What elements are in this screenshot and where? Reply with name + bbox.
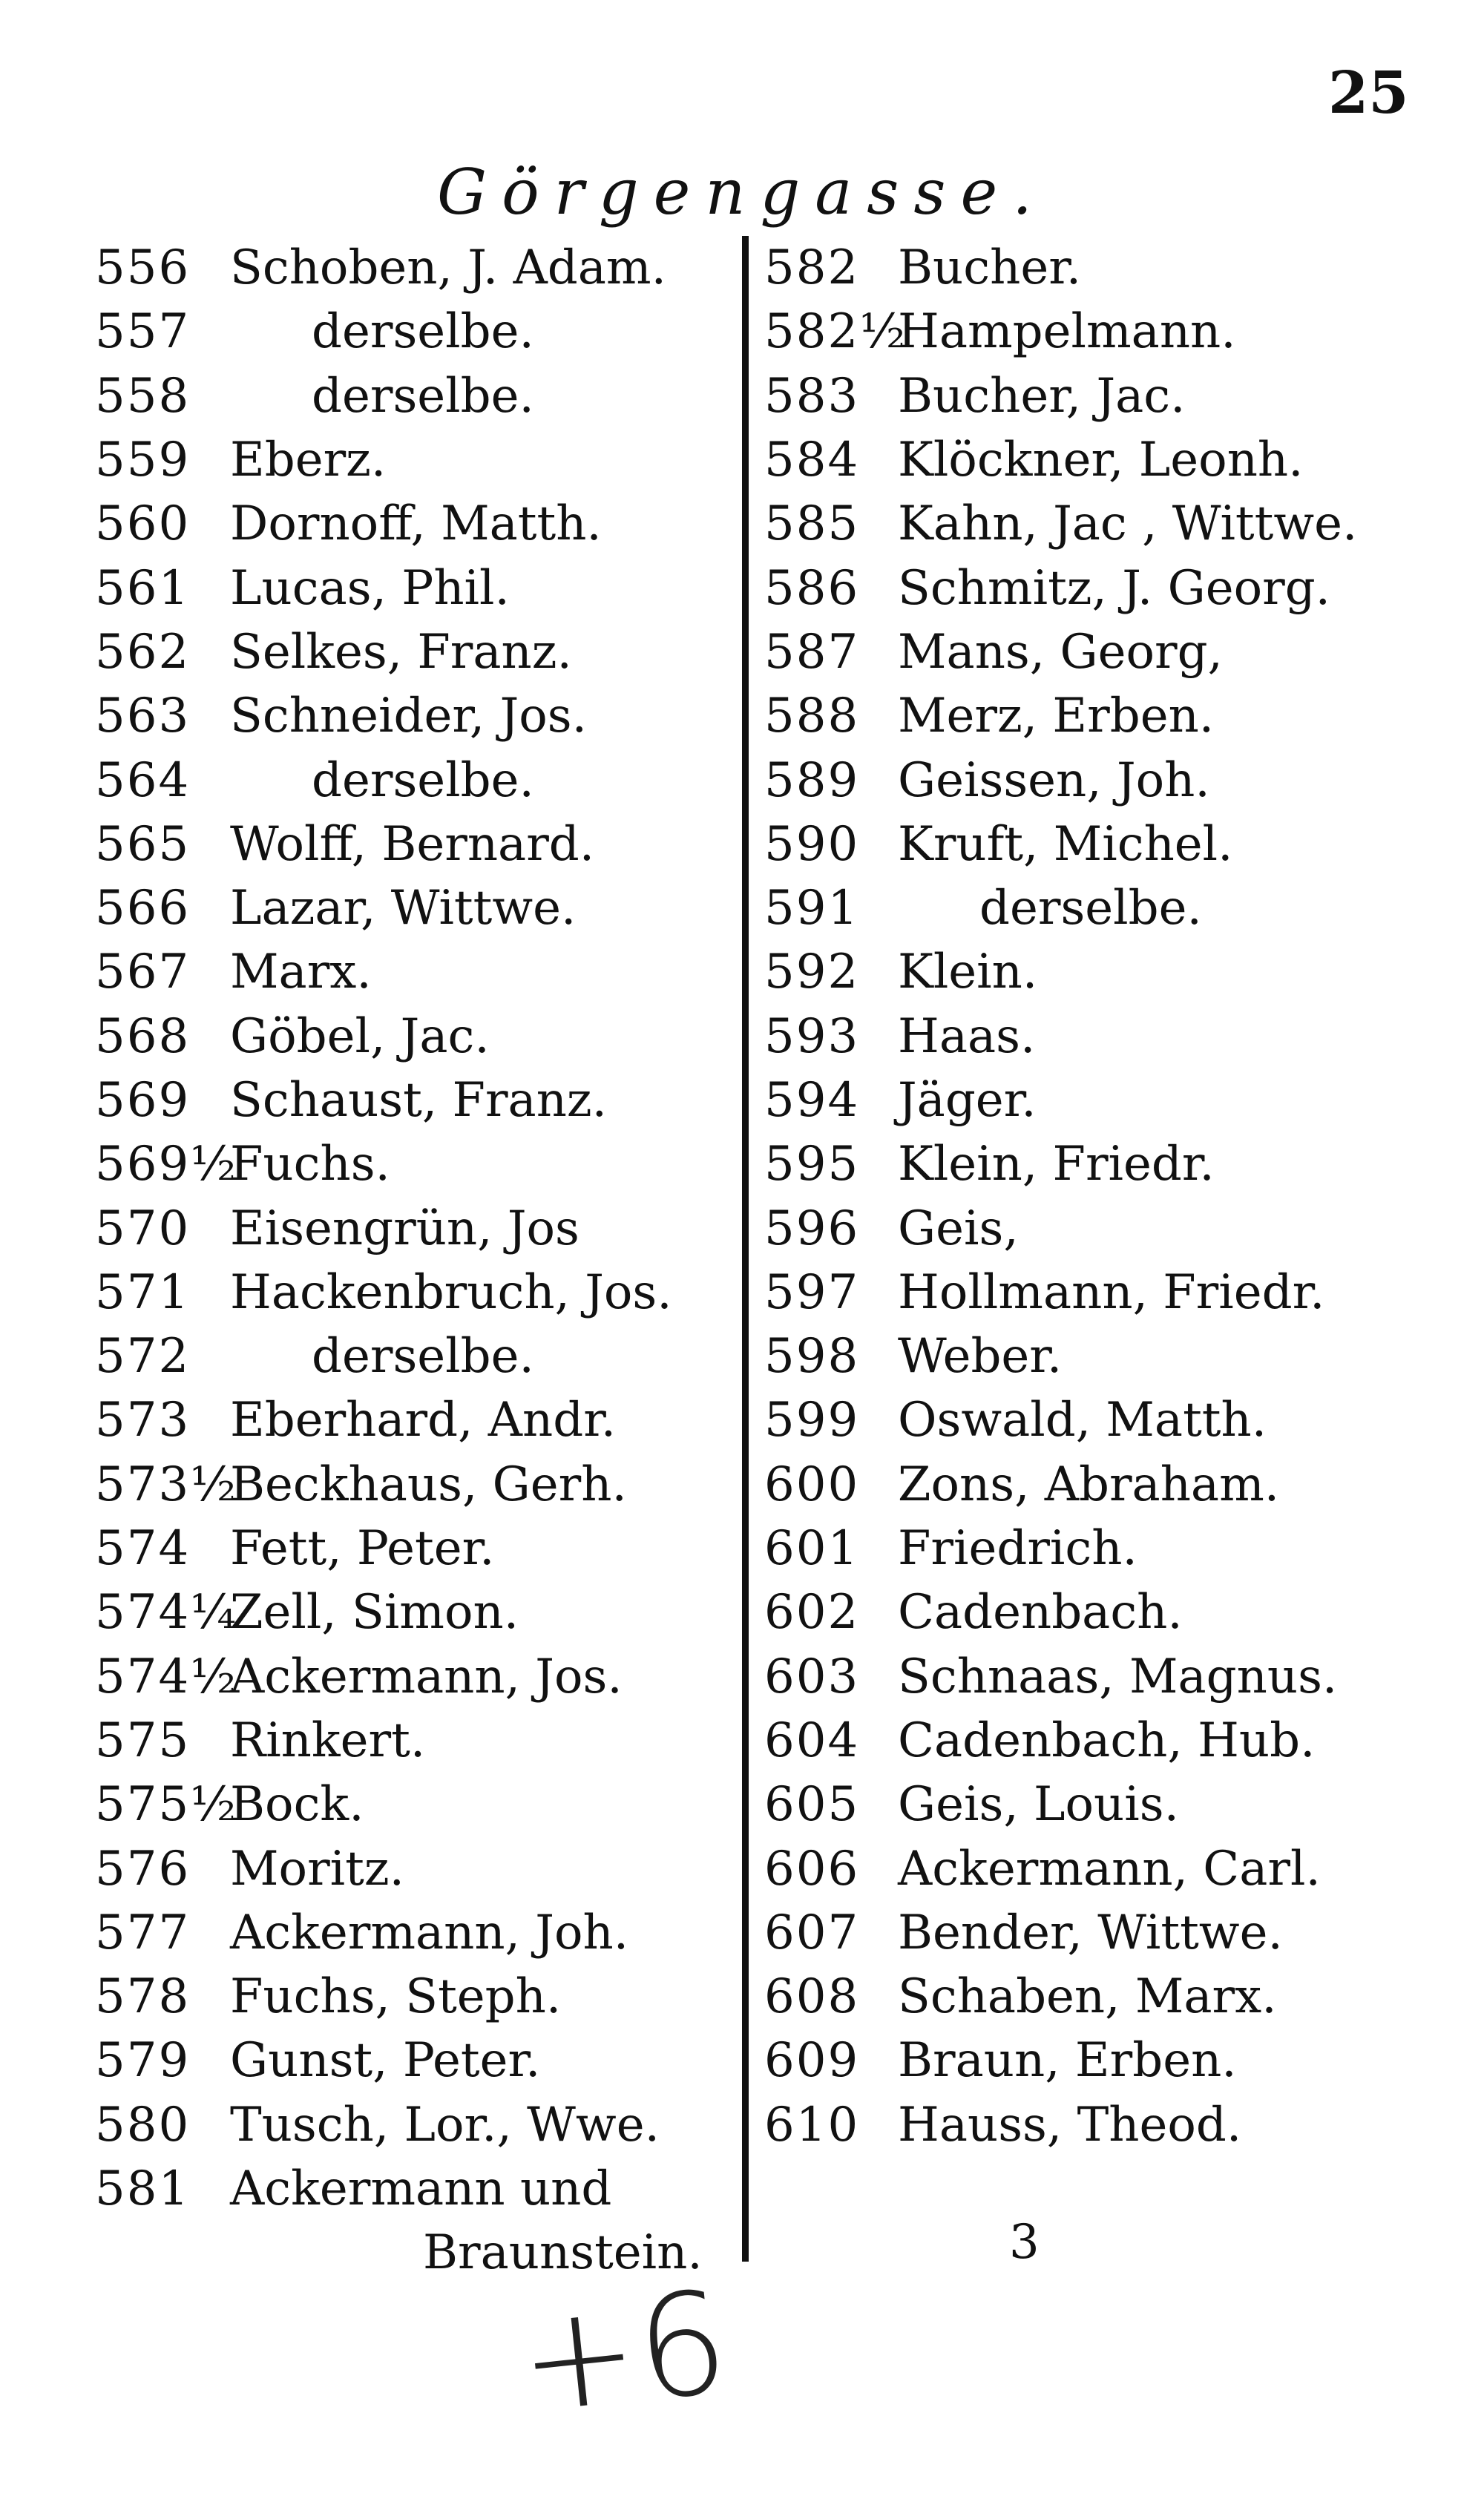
list-item — [764, 620, 1417, 684]
house-number: 601 — [764, 1521, 860, 1577]
house-number: 565 — [95, 816, 191, 872]
house-number: 569 — [95, 1073, 191, 1128]
list-item — [764, 1324, 1417, 1388]
list-item — [95, 2093, 733, 2157]
resident-name: Bucher. — [898, 240, 1082, 296]
list-item — [764, 1965, 1417, 2029]
house-number: 608 — [764, 1969, 860, 2025]
list-item — [95, 748, 733, 812]
house-number: 573 — [95, 1393, 191, 1448]
resident-name: derselbe. — [312, 368, 534, 424]
list-item — [764, 364, 1417, 428]
list-item — [95, 428, 733, 492]
resident-name: Rinkert. — [230, 1713, 426, 1768]
house-number: 575 — [95, 1713, 191, 1768]
resident-name: Fett, Peter. — [230, 1521, 495, 1577]
list-item — [95, 1132, 733, 1196]
house-number: 572 — [95, 1329, 191, 1385]
signature-mark: 3 — [1009, 2215, 1040, 2270]
list-item — [764, 1836, 1417, 1900]
resident-name: Haas. — [898, 1008, 1036, 1064]
list-item — [764, 2029, 1417, 2092]
list-item — [95, 1965, 733, 2029]
list-item — [95, 1836, 733, 1900]
resident-name: Marx. — [230, 945, 372, 1000]
resident-name: Klein. — [898, 945, 1038, 1000]
list-item — [764, 1005, 1417, 1068]
resident-name: Gunst, Peter. — [230, 2033, 541, 2089]
house-number: 574 — [95, 1521, 191, 1577]
house-number: 590 — [764, 816, 860, 872]
left-column — [95, 236, 733, 2285]
list-item — [95, 1388, 733, 1452]
house-number: 587 — [764, 624, 860, 680]
list-item — [95, 940, 733, 1004]
list-item — [95, 620, 733, 684]
list-item — [95, 1068, 733, 1132]
list-item — [764, 1453, 1417, 1517]
resident-name: Fuchs, Steph. — [230, 1969, 562, 2025]
resident-name: Hampelmann. — [898, 304, 1236, 360]
house-number: 597 — [764, 1264, 860, 1320]
list-item — [95, 2029, 733, 2092]
house-number: 566 — [95, 881, 191, 936]
house-number: 585 — [764, 496, 860, 552]
resident-name: Moritz. — [230, 1841, 404, 1897]
list-item — [95, 364, 733, 428]
house-number: 604 — [764, 1713, 860, 1768]
resident-name: Wolff, Bernard. — [230, 816, 595, 872]
list-item — [95, 1709, 733, 1773]
list-item — [95, 1517, 733, 1580]
house-number: 557 — [95, 304, 191, 360]
house-number: 570 — [95, 1201, 191, 1256]
resident-name: Cadenbach. — [898, 1585, 1183, 1641]
list-item — [764, 492, 1417, 556]
resident-name: Geis, Louis. — [898, 1777, 1179, 1833]
list-item — [95, 876, 733, 940]
house-number: 583 — [764, 368, 860, 424]
house-number: 577 — [95, 1905, 191, 1960]
resident-name: Beckhaus, Gerh. — [230, 1457, 627, 1512]
resident-name: Schaben, Marx. — [898, 1969, 1277, 2025]
resident-name: Dornoff, Matth. — [230, 496, 602, 552]
house-number: 564 — [95, 752, 191, 808]
list-item — [95, 1005, 733, 1068]
list-item — [95, 1901, 733, 1965]
list-item — [764, 1261, 1417, 1324]
page-heading: Görgengasse. — [437, 156, 1047, 229]
list-item — [95, 300, 733, 364]
house-number: 573½ — [95, 1457, 238, 1512]
house-number: 562 — [95, 624, 191, 680]
house-number: 556 — [95, 240, 191, 296]
resident-name: Braunstein. — [423, 2225, 703, 2281]
resident-name: Klöckner, Leonh. — [898, 433, 1304, 488]
list-item — [764, 1196, 1417, 1260]
list-item — [764, 300, 1417, 364]
list-item — [764, 1580, 1417, 1644]
house-number: 588 — [764, 689, 860, 744]
resident-name: Schoben, J. Adam. — [230, 240, 666, 296]
list-item — [95, 556, 733, 620]
right-column — [764, 236, 1417, 2157]
house-number: 581 — [95, 2161, 191, 2217]
house-number: 598 — [764, 1329, 860, 1385]
resident-name: Eberz. — [230, 433, 387, 488]
page-number: 25 — [1328, 59, 1409, 127]
house-number: 582 — [764, 240, 860, 296]
resident-name: Ackermann, Carl. — [898, 1841, 1321, 1897]
resident-name: Lazar, Wittwe. — [230, 881, 577, 936]
resident-name: Zell, Simon. — [230, 1585, 519, 1641]
list-item — [95, 1580, 733, 1644]
list-item — [764, 1709, 1417, 1773]
house-number: 575½ — [95, 1777, 238, 1833]
house-number: 559 — [95, 433, 191, 488]
house-number: 582½ — [764, 304, 907, 360]
list-item — [95, 812, 733, 876]
list-item — [764, 1645, 1417, 1709]
house-number: 568 — [95, 1008, 191, 1064]
list-item — [764, 812, 1417, 876]
resident-name: Klein, Friedr. — [898, 1137, 1215, 1192]
resident-name: Eisengrün, Jos — [230, 1201, 580, 1256]
house-number: 558 — [95, 368, 191, 424]
list-item — [764, 2093, 1417, 2157]
resident-name: Cadenbach, Hub. — [898, 1713, 1316, 1768]
resident-name: Hackenbruch, Jos. — [230, 1264, 672, 1320]
resident-name: Selkes, Franz. — [230, 624, 572, 680]
house-number: 594 — [764, 1073, 860, 1128]
house-number: 578 — [95, 1969, 191, 2025]
house-number: 574½ — [95, 1649, 238, 1704]
house-number: 593 — [764, 1008, 860, 1064]
handwritten-note: +6 — [511, 2259, 735, 2446]
resident-name: Kahn, Jac , Wittwe. — [898, 496, 1358, 552]
resident-name: Merz, Erben. — [898, 689, 1215, 744]
list-item — [764, 556, 1417, 620]
column-divider — [742, 236, 749, 2262]
list-item — [764, 1068, 1417, 1132]
resident-name: Lucas, Phil. — [230, 560, 510, 616]
list-item — [764, 1388, 1417, 1452]
house-number: 596 — [764, 1201, 860, 1256]
house-number: 561 — [95, 560, 191, 616]
house-number: 610 — [764, 2097, 860, 2153]
list-item — [95, 236, 733, 300]
house-number: 592 — [764, 945, 860, 1000]
resident-name: Bender, Wittwe. — [898, 1905, 1283, 1960]
resident-name: Kruft, Michel. — [898, 816, 1233, 872]
list-item — [95, 1773, 733, 1836]
resident-name: Schmitz, J. Georg. — [898, 560, 1330, 616]
list-item — [95, 1453, 733, 1517]
list-item — [764, 684, 1417, 748]
resident-name: Friedrich. — [898, 1521, 1137, 1577]
house-number: 571 — [95, 1264, 191, 1320]
house-number: 589 — [764, 752, 860, 808]
house-number: 560 — [95, 496, 191, 552]
list-item — [764, 940, 1417, 1004]
resident-name: Schaust, Franz. — [230, 1073, 607, 1128]
resident-name: Ackermann und — [230, 2161, 612, 2217]
house-number: 602 — [764, 1585, 860, 1641]
house-number: 600 — [764, 1457, 860, 1512]
house-number: 603 — [764, 1649, 860, 1704]
resident-name: Eberhard, Andr. — [230, 1393, 617, 1448]
resident-name: derselbe. — [312, 1329, 534, 1385]
house-number: 609 — [764, 2033, 860, 2089]
resident-name: Braun, Erben. — [898, 2033, 1237, 2089]
resident-name: Weber. — [898, 1329, 1063, 1385]
house-number: 584 — [764, 433, 860, 488]
resident-name: Hauss, Theod. — [898, 2097, 1242, 2153]
house-number: 586 — [764, 560, 860, 616]
house-number: 579 — [95, 2033, 191, 2089]
resident-name: Tusch, Lor., Wwe. — [230, 2097, 660, 2153]
list-item — [764, 1901, 1417, 1965]
house-number: 580 — [95, 2097, 191, 2153]
resident-name: Bock. — [230, 1777, 364, 1833]
house-number: 569½ — [95, 1137, 238, 1192]
house-number: 605 — [764, 1777, 860, 1833]
resident-name: Hollmann, Friedr. — [898, 1264, 1325, 1320]
list-item — [764, 1517, 1417, 1580]
list-item — [95, 684, 733, 748]
list-item — [95, 1196, 733, 1260]
house-number: 563 — [95, 689, 191, 744]
house-number: 607 — [764, 1905, 860, 1960]
house-number: 567 — [95, 945, 191, 1000]
list-item — [764, 876, 1417, 940]
list-item — [764, 748, 1417, 812]
list-item — [764, 236, 1417, 300]
resident-name: Geissen, Joh. — [898, 752, 1210, 808]
list-item — [95, 2157, 733, 2221]
resident-name: Ackermann, Joh. — [230, 1905, 629, 1960]
list-item — [95, 492, 733, 556]
resident-name: Zons, Abraham. — [898, 1457, 1280, 1512]
resident-name: Mans, Georg, — [898, 624, 1223, 680]
list-item — [764, 1132, 1417, 1196]
resident-name: Fuchs. — [230, 1137, 390, 1192]
house-number: 591 — [764, 881, 860, 936]
list-item — [95, 1324, 733, 1388]
resident-name: derselbe. — [979, 881, 1202, 936]
resident-name: Schneider, Jos. — [230, 689, 587, 744]
house-number: 599 — [764, 1393, 860, 1448]
house-number: 595 — [764, 1137, 860, 1192]
resident-name: Oswald, Matth. — [898, 1393, 1267, 1448]
resident-name: derselbe. — [312, 304, 534, 360]
house-number: 574¼ — [95, 1585, 238, 1641]
list-item — [95, 1261, 733, 1324]
list-item — [764, 1773, 1417, 1836]
resident-name: Schnaas, Magnus. — [898, 1649, 1338, 1704]
resident-name: derselbe. — [312, 752, 534, 808]
resident-name: Bucher, Jac. — [898, 368, 1186, 424]
list-item — [95, 1645, 733, 1709]
list-item — [764, 428, 1417, 492]
house-number: 606 — [764, 1841, 860, 1897]
house-number: 576 — [95, 1841, 191, 1897]
resident-name: Ackermann, Jos. — [230, 1649, 623, 1704]
resident-name: Göbel, Jac. — [230, 1008, 490, 1064]
resident-name: Geis, — [898, 1201, 1019, 1256]
resident-name: Jäger. — [898, 1073, 1037, 1128]
